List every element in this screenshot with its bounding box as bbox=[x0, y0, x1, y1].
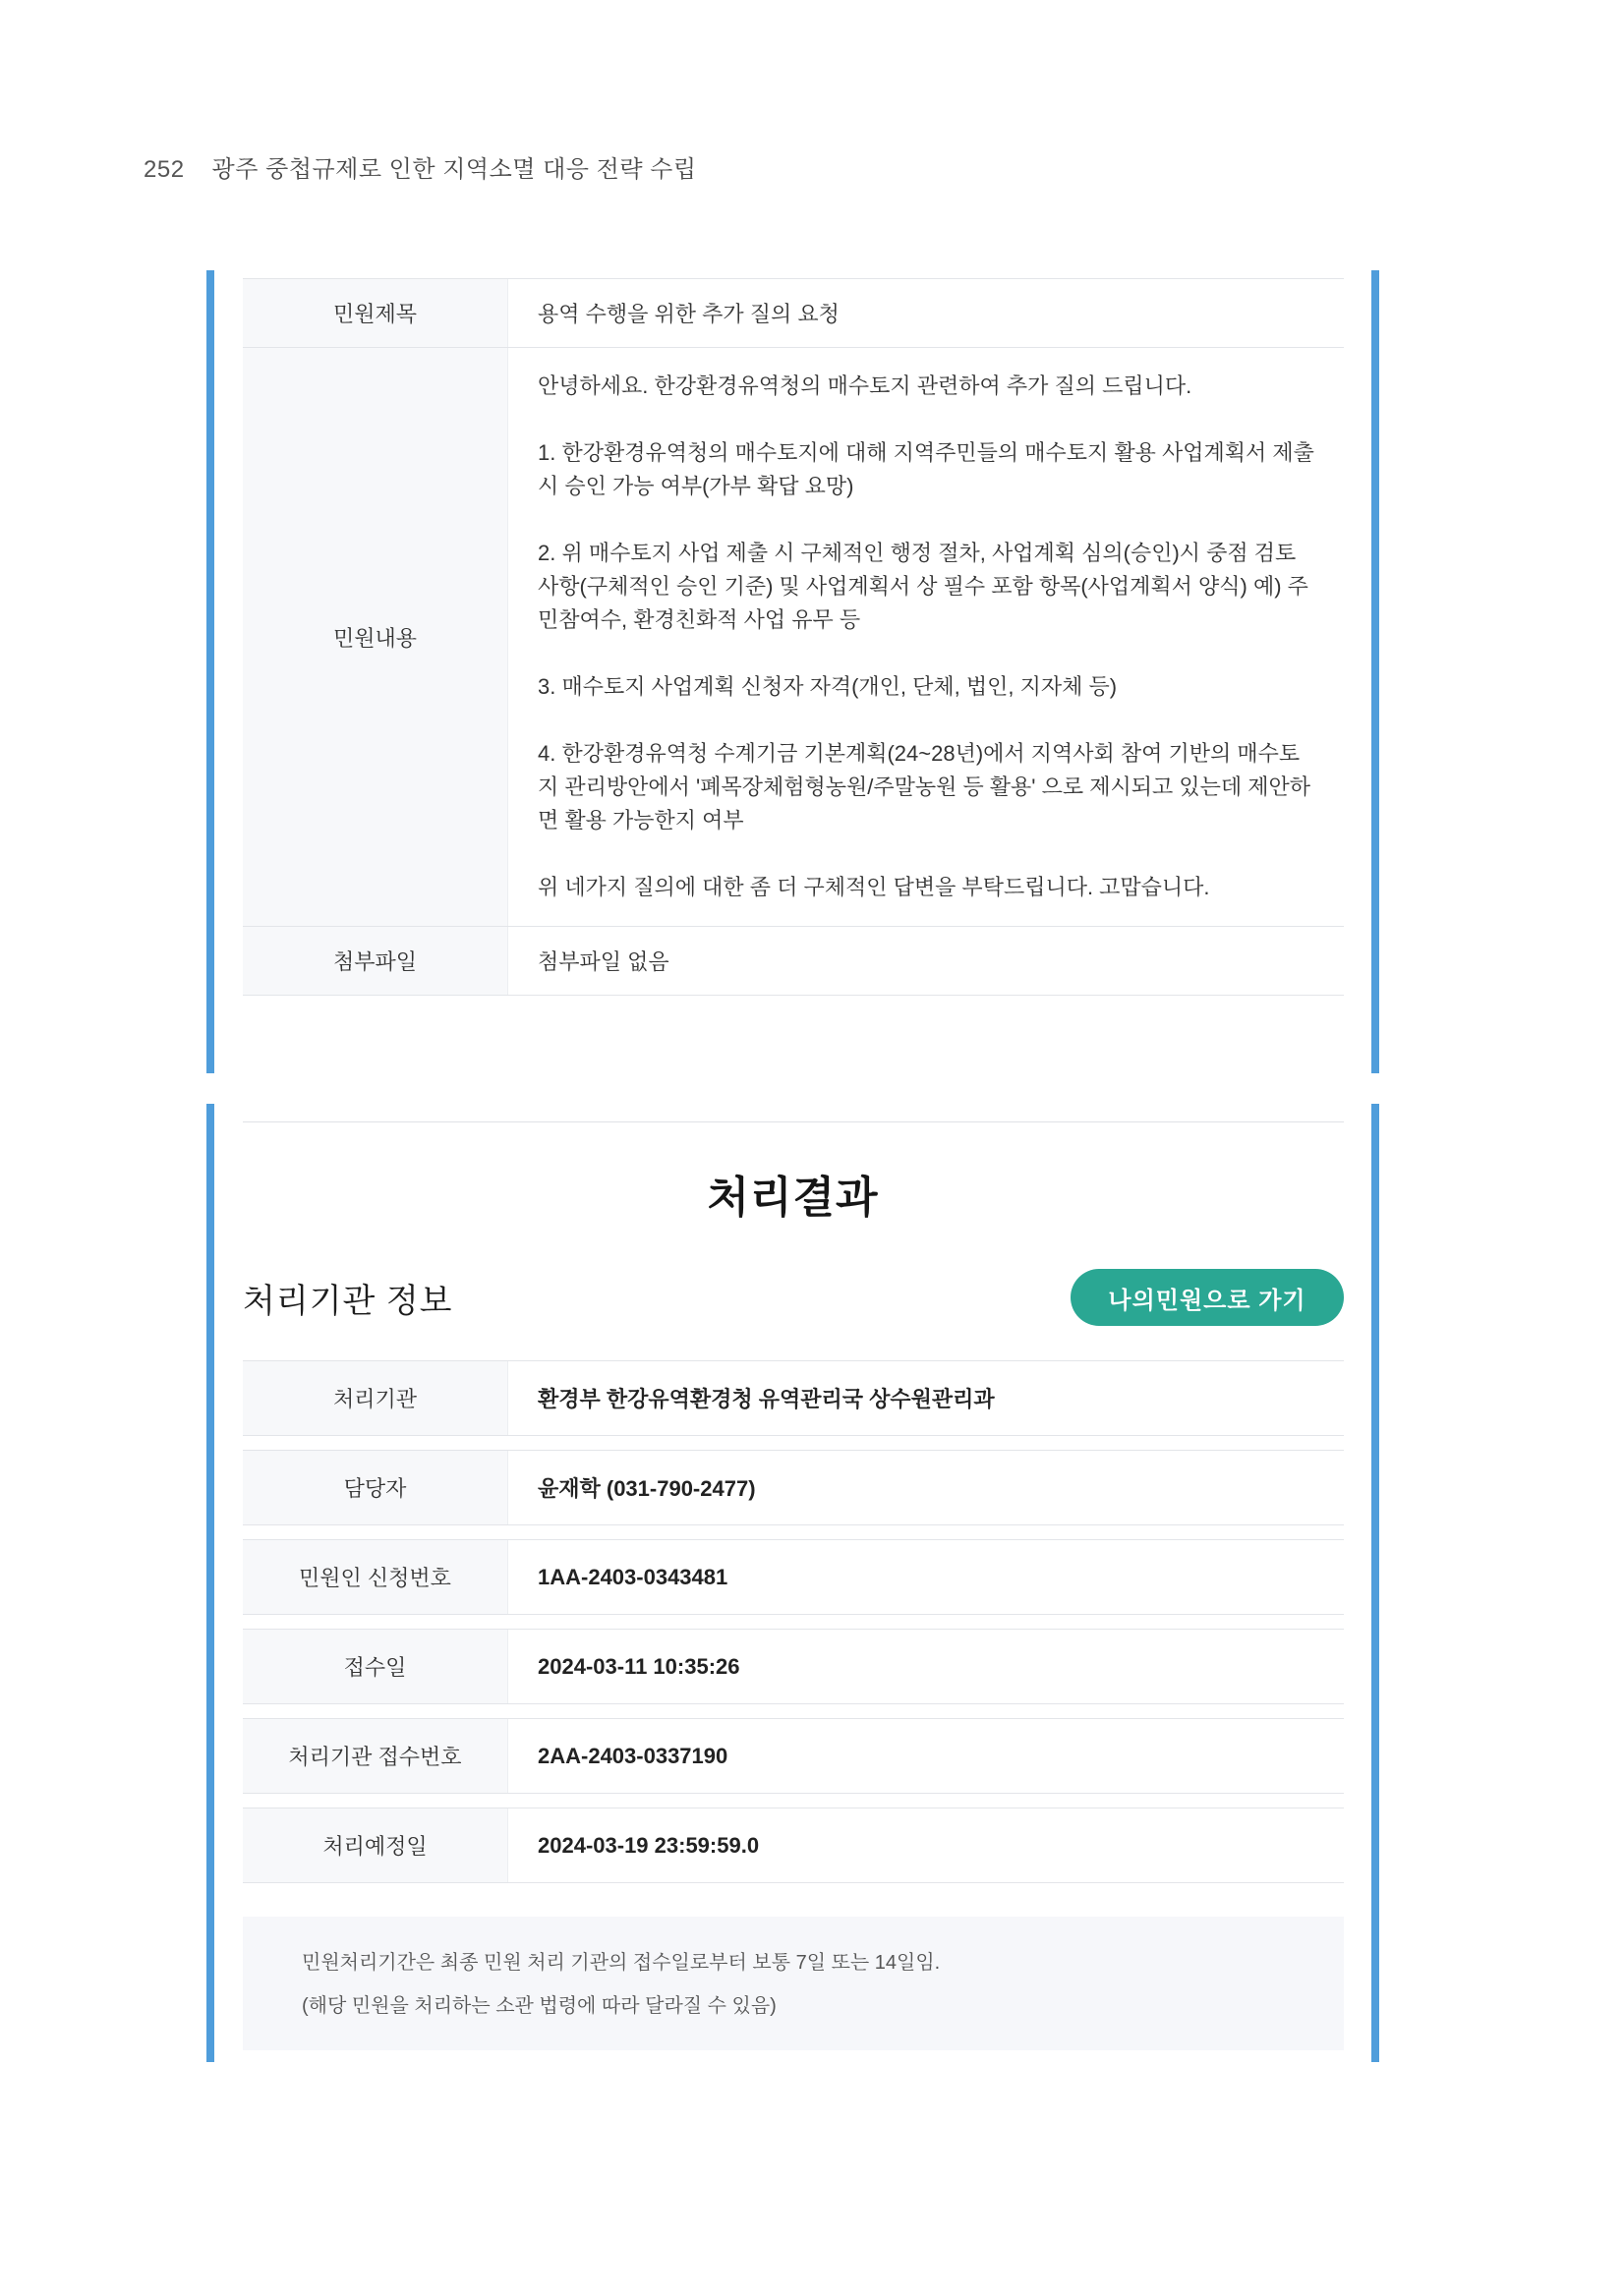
result-agency-value: 환경부 한강유역환경청 유역관리국 상수원관리과 bbox=[538, 1387, 995, 1411]
result-received-date-label: 접수일 bbox=[243, 1630, 508, 1703]
result-row-due-date bbox=[243, 1808, 1344, 1883]
content-paragraph-greeting: 안녕하세요. 한강환경유역청의 매수토지 관련하여 추가 질의 드립니다. bbox=[538, 373, 1192, 398]
processing-period-note bbox=[243, 1917, 1344, 2050]
result-officer-label: 담당자 bbox=[243, 1451, 508, 1524]
note-line-1: 민원처리기간은 최종 민원 처리 기관의 접수일로부터 보통 7일 또는 14일임. bbox=[302, 1952, 941, 1974]
content-paragraph-closing: 위 네가지 질의에 대한 좀 더 구체적인 답변을 부탁드립니다. 고맙습니다. bbox=[538, 875, 1210, 899]
result-card bbox=[206, 1104, 1379, 2062]
go-to-my-minwon-button[interactable]: 나의민원으로 가기 bbox=[1071, 1269, 1344, 1326]
result-receipt-number-label: 처리기관 접수번호 bbox=[243, 1719, 508, 1793]
result-title: 처리결과 bbox=[707, 1174, 879, 1222]
complaint-content-value bbox=[508, 348, 1344, 926]
result-due-date-label: 처리예정일 bbox=[243, 1808, 508, 1882]
complaint-attachment-value: 첨부파일 없음 bbox=[538, 949, 669, 974]
page-number: 252 bbox=[144, 156, 185, 183]
content-paragraph-q2: 2. 위 매수토지 사업 제출 시 구체적인 행정 절차, 사업계획 심의(승인)시 중점 검토사항(구체적인 승인 기준) 및 사업계획서 상 필수 포함 항목(사업계획서 양식) 예) 주민참여수, 환경친화적 사업 유무 등 bbox=[538, 541, 1308, 632]
top-divider bbox=[243, 1121, 1344, 1122]
complaint-title-label: 민원제목 bbox=[243, 279, 508, 347]
note-line-2: (해당 민원을 처리하는 소관 법령에 따라 달라질 수 있음) bbox=[302, 1995, 777, 2017]
content-paragraph-q1: 1. 한강환경유역청의 매수토지에 대해 지역주민들의 매수토지 활용 사업계획서 제출시 승인 가능 여부(가부 확답 요망) bbox=[538, 440, 1314, 498]
content-paragraph-q3: 3. 매수토지 사업계획 신청자 자격(개인, 단체, 법인, 지자체 등) bbox=[538, 674, 1118, 699]
content-paragraph-q4: 4. 한강환경유역청 수계기금 기본계획(24~28년)에서 지역사회 참여 기반의 매수토지 관리방안에서 '폐목장체험형농원/주말농원 등 활용' 으로 제시되고 있는데 제안하면 활용 가능한지 여부 bbox=[538, 741, 1310, 832]
complaint-title-row bbox=[243, 278, 1344, 347]
page-title: 광주 중첩규제로 인한 지역소멸 대응 전략 수립 bbox=[211, 156, 697, 183]
result-row-agency bbox=[243, 1360, 1344, 1436]
complaint-card bbox=[206, 270, 1379, 1073]
result-application-number-value: 1AA-2403-0343481 bbox=[538, 1564, 728, 1589]
result-receipt-number-value: 2AA-2403-0337190 bbox=[538, 1743, 728, 1768]
result-received-date-value: 2024-03-11 10:35:26 bbox=[538, 1653, 740, 1679]
complaint-title-value: 용역 수행을 위한 추가 질의 요청 bbox=[538, 302, 840, 326]
complaint-attachment-label: 첨부파일 bbox=[243, 927, 508, 995]
result-row-application-number bbox=[243, 1539, 1344, 1615]
complaint-attachment-row bbox=[243, 926, 1344, 995]
result-row-officer bbox=[243, 1450, 1344, 1525]
agency-info-heading: 처리기관 정보 bbox=[243, 1282, 453, 1320]
complaint-content-row bbox=[243, 347, 1344, 926]
page-header bbox=[144, 149, 697, 184]
complaint-table bbox=[243, 278, 1344, 996]
agency-heading-row bbox=[243, 1268, 1344, 1327]
complaint-content-label: 민원내용 bbox=[243, 348, 508, 926]
result-due-date-value: 2024-03-19 23:59:59.0 bbox=[538, 1832, 760, 1858]
result-agency-label: 처리기관 bbox=[243, 1361, 508, 1435]
result-row-received-date bbox=[243, 1629, 1344, 1704]
result-table bbox=[243, 1360, 1344, 1883]
result-row-receipt-number bbox=[243, 1718, 1344, 1794]
result-officer-value: 윤재학 (031-790-2477) bbox=[538, 1476, 756, 1501]
result-application-number-label: 민원인 신청번호 bbox=[243, 1540, 508, 1614]
